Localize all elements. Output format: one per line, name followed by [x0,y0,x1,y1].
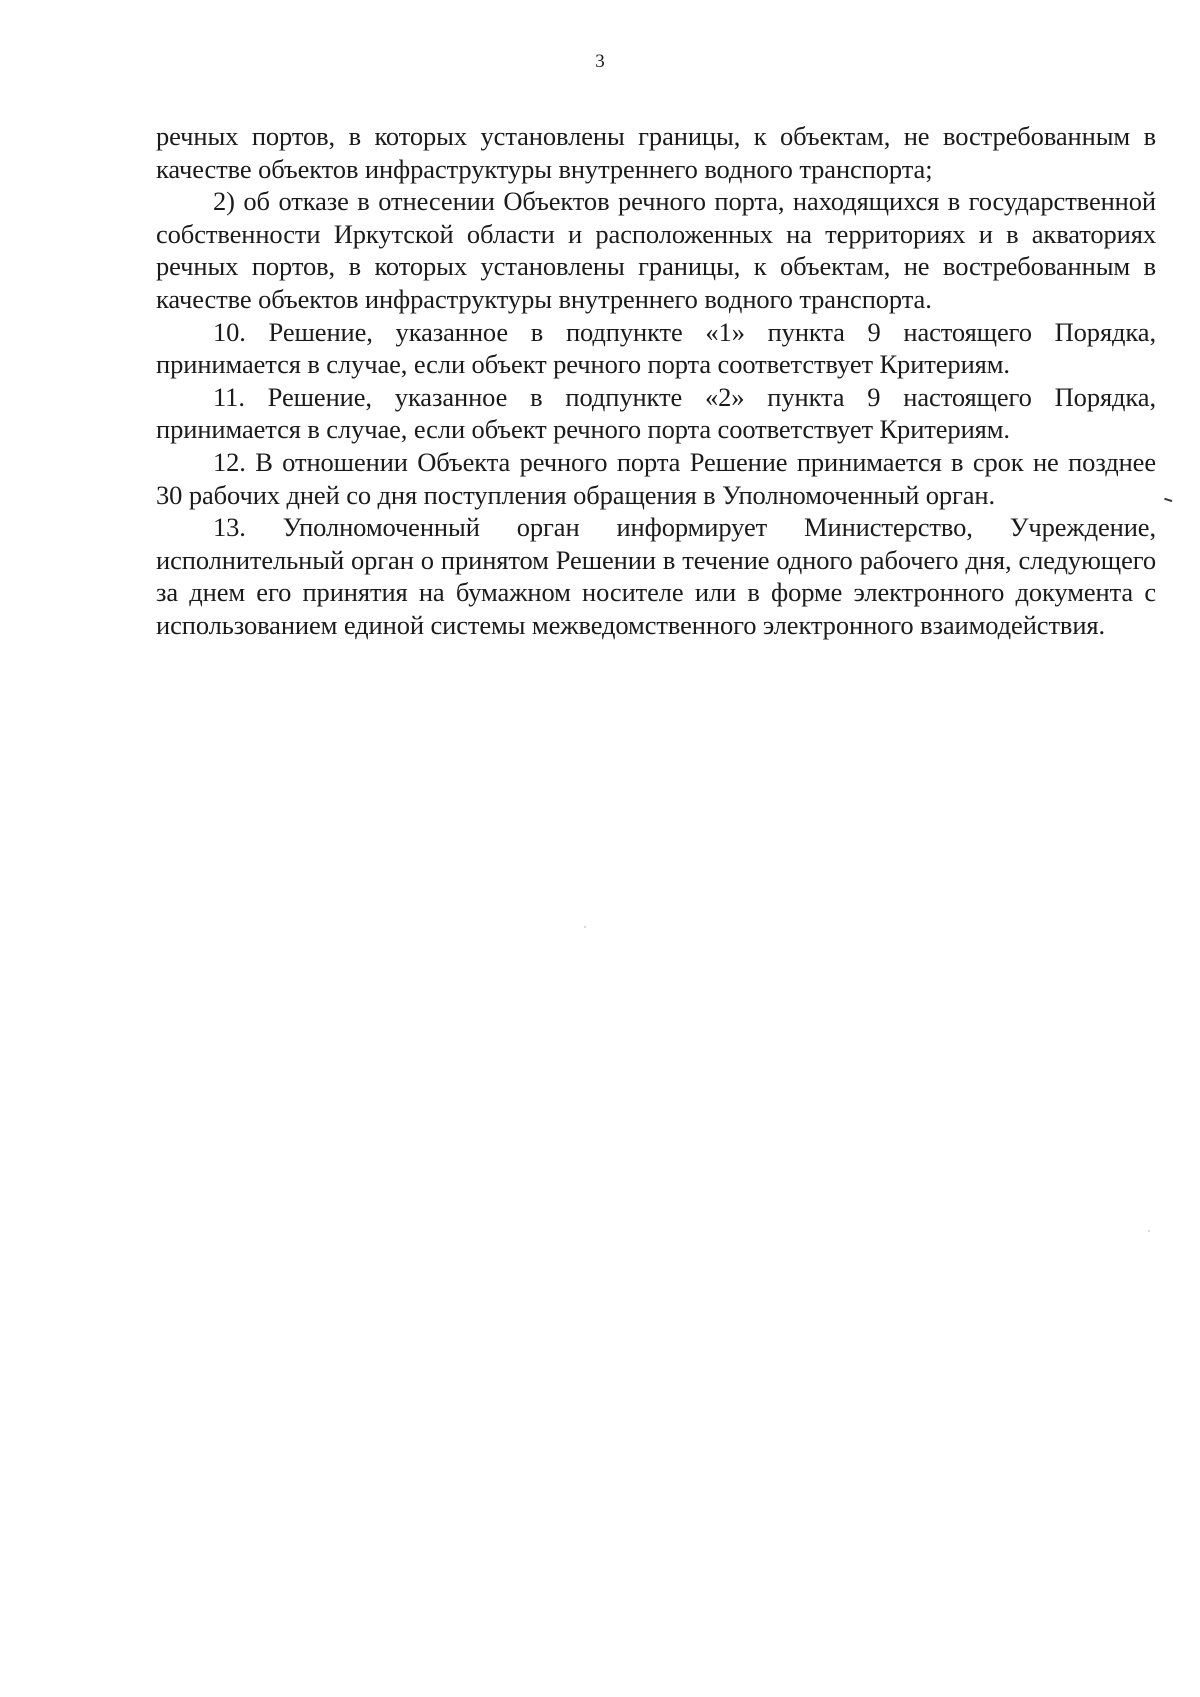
document-body [156,120,1156,642]
paragraph-continuation: речных портов, в которых установлены границы, к объектам, не востребованным в качестве объектов инфраструктуры внутреннего водного транспорта; [156,121,1156,184]
paragraph-item-13: 13. Уполномоченный орган информирует Министерство, Учреждение, исполнительный орган о принятом Решении в течение одного рабочего дня, следующего за днем его принятия на бумажном носителе или в форме электронного документа с использованием единой системы межведомственного электронного взаимодействия. [156,512,1156,640]
paragraph-subitem-2: 2) об отказе в отнесении Объектов речного порта, находящихся в государственной собственности Иркутской области и расположенных на территориях и в акваториях речных портов, в которых установлены границы, к объектам, не востребованным в качестве объектов инфраструктуры внутреннего водного транспорта. [156,186,1156,314]
scan-artifact-dot [1148,1230,1150,1232]
paragraph-item-10: 10. Решение, указанное в подпункте «1» пункта 9 настоящего Порядка, принимается в случае, если объект речного порта соответствует Критериям. [156,316,1156,380]
paragraph-item-11: 11. Решение, указанное в подпункте «2» пункта 9 настоящего Порядка, принимается в случае, если объект речного порта соответствует Критериям. [156,381,1156,445]
scan-artifact-mark [1164,493,1174,502]
paragraph-item-12: 12. В отношении Объекта речного порта Решение принимается в срок не позднее 30 рабочих дней со дня поступления обращения в Уполномоченный орган. [156,446,1156,510]
page-number: 3 [595,51,605,72]
scan-artifact-dot [584,926,586,928]
